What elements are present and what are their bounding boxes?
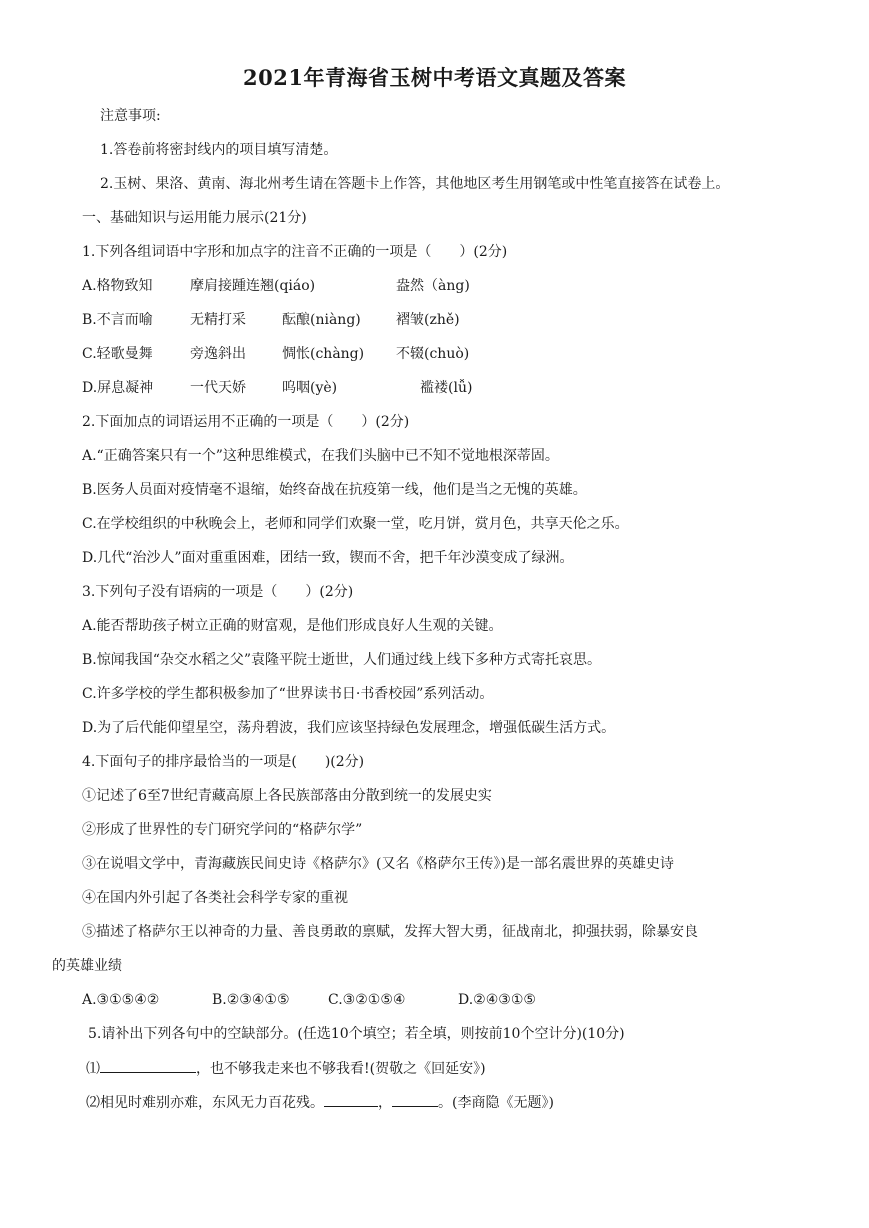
section-heading: 一、基础知识与运用能力展示(21分) [82, 210, 307, 226]
option-word: D.屏息凝神 [82, 380, 154, 396]
option-word: 褴褛(lǚ) [420, 380, 473, 396]
option-word: 褶皱(zhě) [396, 312, 460, 328]
option-word: 呜咽(yè) [282, 380, 338, 396]
option-line: B.惊闻我国“杂交水稻之父”袁隆平院士逝世，人们通过线上线下多种方式寄托哀思。 [82, 652, 602, 668]
sentence-line: ④在国内外引起了各类社会科学专家的重视 [82, 890, 348, 906]
question-stem: 5.请补出下列各句中的空缺部分。(任选10个填空；若全填，则按前10个空计分)(10分) [88, 1026, 625, 1042]
sentence-line: 的英雄业绩 [52, 958, 122, 974]
question-stem: 1.下列各组词语中字形和加点字的注音不正确的一项是（ ）(2分) [82, 244, 508, 260]
option-line: A.“正确答案只有一个”这种思维模式，在我们头脑中已不知不觉地根深蒂固。 [82, 448, 559, 464]
option-word: B.不言而喻 [82, 312, 153, 328]
item-separator: ， [378, 1095, 392, 1111]
option-line: C.许多学校的学生都积极参加了“世界读书日·书香校园”系列活动。 [82, 686, 494, 702]
option-word: 不辍(chuò) [396, 346, 470, 362]
fill-item [86, 1058, 486, 1079]
item-text: ，也不够我走来也不够我看!(贺敬之《回延安》) [196, 1061, 486, 1077]
option-word: 一代天娇 [190, 380, 246, 396]
option-word: C.轻歌曼舞 [82, 346, 153, 362]
option-word: A.格物致知 [82, 278, 153, 294]
page-title: 2021年青海省玉树中考语文真题及答案 [243, 65, 626, 90]
option-word: 盎然（àng) [396, 278, 470, 294]
item-text: 。(李商隐《无题》) [438, 1095, 554, 1111]
choice: D.②④③①⑤ [458, 992, 536, 1008]
option-word: 酝酿(niàng) [282, 312, 361, 328]
option-word: 惆怅(chàng) [282, 346, 365, 362]
option-line: D.几代“治沙人”面对重重困难，团结一致，锲而不舍，把千年沙漠变成了绿洲。 [82, 550, 574, 566]
item-number: ⑵ [86, 1095, 100, 1111]
question-stem: 2.下面加点的词语运用不正确的一项是（ ）(2分) [82, 414, 410, 430]
blank-line [324, 1092, 378, 1107]
sentence-line: ②形成了世界性的专门研究学问的“格萨尔学” [82, 822, 363, 838]
notice-item: 1.答卷前将密封线内的项目填写清楚。 [100, 142, 338, 158]
choice: C.③②①⑤④ [328, 992, 406, 1008]
sentence-line: ③在说唱文学中，青海藏族民间史诗《格萨尔》(又名《格萨尔王传》)是一部名震世界的英雄史诗 [82, 856, 674, 872]
choice: B.②③④①⑤ [212, 992, 290, 1008]
option-word: 摩肩接踵连翘(qiáo) [190, 278, 316, 294]
notice-heading: 注意事项: [100, 108, 161, 124]
blank-line [392, 1092, 438, 1107]
question-stem: 4.下面句子的排序最恰当的一项是( )(2分) [82, 754, 365, 770]
question-stem: 3.下列句子没有语病的一项是（ ）(2分) [82, 584, 354, 600]
item-number: ⑴ [86, 1061, 100, 1077]
fill-item [86, 1092, 554, 1113]
item-text: 相见时难别亦难，东风无力百花残。 [100, 1095, 324, 1111]
notice-item: 2.玉树、果洛、黄南、海北州考生请在答题卡上作答，其他地区考生用钢笔或中性笔直接答在试卷上。 [100, 176, 730, 192]
option-line: D.为了后代能仰望星空，荡舟碧波，我们应该坚持绿色发展理念，增强低碳生活方式。 [82, 720, 616, 736]
sentence-line: ⑤描述了格萨尔王以神奇的力量、善良勇敢的禀赋，发挥大智大勇，征战南北，抑强扶弱，除暴安良 [82, 924, 698, 940]
option-word: 旁逸斜出 [190, 346, 246, 362]
option-line: B.医务人员面对疫情毫不退缩，始终奋战在抗疫第一线，他们是当之无愧的英雄。 [82, 482, 587, 498]
option-line: C.在学校组织的中秋晚会上，老师和同学们欢聚一堂，吃月饼，赏月色，共享天伦之乐。 [82, 516, 629, 532]
choice: A.③①⑤④② [82, 992, 160, 1008]
sentence-line: ①记述了6至7世纪青藏高原上各民族部落由分散到统一的发展史实 [82, 788, 492, 804]
blank-line [100, 1058, 196, 1073]
option-word: 无精打采 [190, 312, 246, 328]
option-line: A.能否帮助孩子树立正确的财富观，是他们形成良好人生观的关键。 [82, 618, 503, 634]
